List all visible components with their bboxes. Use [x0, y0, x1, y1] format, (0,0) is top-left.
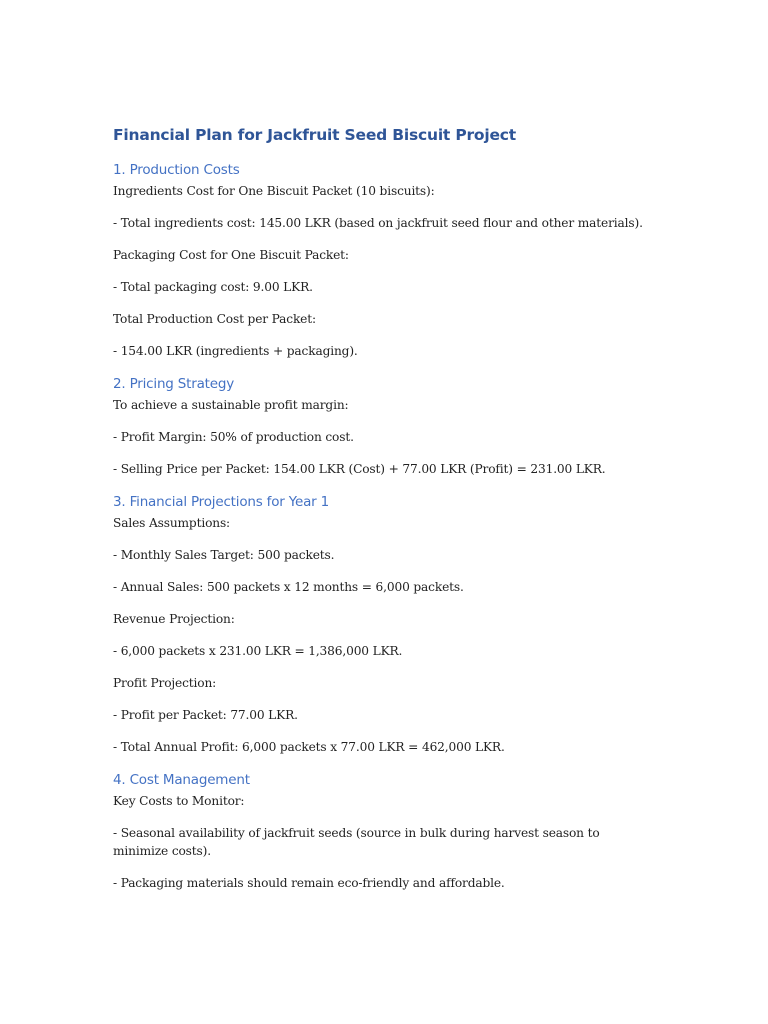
paragraph: - Annual Sales: 500 packets x 12 months = 6,000 packets. — [113, 580, 464, 594]
paragraph: Total Production Cost per Packet: — [113, 312, 316, 326]
paragraph: - Packaging materials should remain eco-friendly and affordable. — [113, 876, 505, 890]
paragraph: - Total Annual Profit: 6,000 packets x 77.00 LKR = 462,000 LKR. — [113, 740, 505, 754]
paragraph: Ingredients Cost for One Biscuit Packet (10 biscuits): — [113, 184, 435, 198]
section-pricing-strategy — [113, 374, 658, 478]
paragraph: Packaging Cost for One Biscuit Packet: — [113, 248, 349, 262]
section-financial-projections — [113, 492, 658, 756]
paragraph: Sales Assumptions: — [113, 516, 231, 530]
section-heading: 4. Cost Management — [113, 772, 250, 788]
section-heading: 2. Pricing Strategy — [113, 376, 235, 392]
paragraph: Revenue Projection: — [113, 612, 235, 626]
paragraph: - Seasonal availability of jackfruit seeds (source in bulk during harvest season to minimize costs). — [113, 826, 600, 858]
paragraph: - Monthly Sales Target: 500 packets. — [113, 548, 335, 562]
section-heading: 1. Production Costs — [113, 162, 240, 178]
section-heading: 3. Financial Projections for Year 1 — [113, 494, 329, 510]
section-production-costs — [113, 160, 658, 360]
paragraph: - Total ingredients cost: 145.00 LKR (based on jackfruit seed flour and other materials). — [113, 216, 643, 230]
paragraph: To achieve a sustainable profit margin: — [113, 398, 349, 412]
paragraph: - Profit Margin: 50% of production cost. — [113, 430, 354, 444]
paragraph: - Profit per Packet: 77.00 LKR. — [113, 708, 298, 722]
paragraph: - Total packaging cost: 9.00 LKR. — [113, 280, 313, 294]
document-page — [113, 124, 658, 906]
paragraph: Profit Projection: — [113, 676, 217, 690]
paragraph: - 6,000 packets x 231.00 LKR = 1,386,000 LKR. — [113, 644, 403, 658]
paragraph: - Selling Price per Packet: 154.00 LKR (Cost) + 77.00 LKR (Profit) = 231.00 LKR. — [113, 462, 606, 476]
section-cost-management — [113, 770, 658, 892]
document-title: Financial Plan for Jackfruit Seed Biscuit Project — [113, 126, 517, 144]
paragraph: - 154.00 LKR (ingredients + packaging). — [113, 344, 358, 358]
paragraph: Key Costs to Monitor: — [113, 794, 245, 808]
